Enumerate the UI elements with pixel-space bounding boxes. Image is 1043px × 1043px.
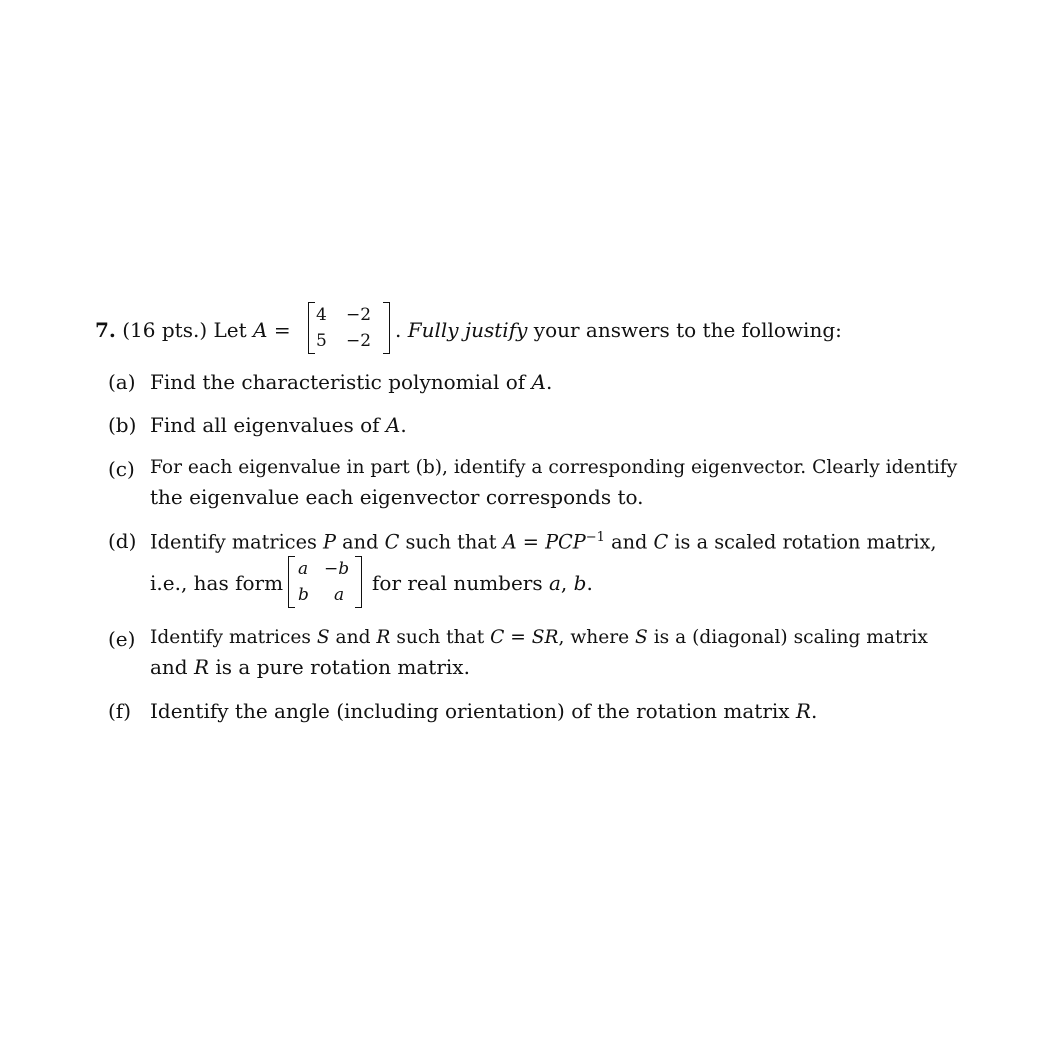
matrix-form-r2c1: b [298, 585, 309, 605]
part-b-text: Find all eigenvalues of [150, 413, 380, 437]
let-word: Let [213, 318, 247, 342]
part-d-var-b: b [573, 571, 587, 595]
part-f-end: . [810, 699, 818, 723]
part-d-label: (d) [108, 529, 137, 553]
matrix-a-r1c1: 4 [316, 305, 327, 325]
matrix-form-right-bracket [355, 556, 362, 608]
part-a-text: Find the characteristic polynomial of [150, 370, 526, 394]
part-f-label: (f) [108, 699, 132, 723]
problem-points: (16 pts.) [122, 318, 208, 342]
intro-rest-text: your answers to the following: [533, 318, 842, 342]
problem-header [95, 320, 291, 340]
part-a-var: A [531, 370, 546, 394]
part-d-eq: = [522, 530, 539, 554]
part-e-label: (e) [108, 627, 136, 651]
part-c-label: (c) [108, 457, 135, 481]
matrix-rotation-form [288, 556, 362, 608]
part-d-var-a: A [502, 530, 517, 554]
part-c-line2: the eigenvalue each eigenvector corresponds to. [150, 485, 644, 509]
matrix-a-r1c2: −2 [346, 305, 372, 325]
matrix-a-symbol: A [253, 318, 268, 342]
part-c-line1: For each eigenvalue in part (b), identify a corresponding eigenvector. Clearly identify [150, 457, 958, 478]
problem-intro [395, 320, 842, 340]
part-b-end: . [400, 413, 407, 437]
part-e-t5: is a (diagonal) scaling matrix [653, 627, 928, 648]
part-a-end: . [545, 370, 553, 394]
part-f-var: R [795, 699, 811, 723]
part-e-line2 [150, 657, 470, 677]
intro-period: . [395, 318, 402, 342]
part-e-eq: = [510, 627, 526, 648]
part-d-t2: and [342, 530, 379, 554]
part-e-var-r: R [376, 627, 391, 648]
matrix-a-r2c2: −2 [346, 331, 372, 351]
matrix-a-right-bracket [383, 302, 390, 354]
part-d-line2-mid: for real numbers [372, 571, 543, 595]
part-e-t3: such that [396, 627, 485, 648]
part-a [150, 372, 552, 392]
problem-number: 7. [95, 318, 116, 342]
part-e-var-s: S [316, 627, 330, 648]
matrix-form-left-bracket [288, 556, 295, 608]
part-b [150, 415, 407, 435]
part-d-line2-end [372, 573, 593, 593]
part-e-var-s2: S [635, 627, 648, 648]
part-d-t1: Identify matrices [150, 530, 317, 554]
part-f [150, 701, 817, 721]
part-d-line1 [150, 531, 937, 552]
matrix-a-r2c1: 5 [316, 331, 327, 351]
part-e-line2-t2: is a pure rotation matrix. [215, 655, 470, 679]
part-d-var-p: P [323, 530, 337, 554]
part-d-var-c2: C [653, 530, 669, 554]
part-a-label: (a) [108, 370, 136, 394]
part-d-var-pcp: PCP [545, 530, 586, 554]
matrix-form-r1c2: −b [324, 559, 350, 579]
part-d-sup: −1 [585, 530, 605, 545]
fully-justify-text: Fully justify [407, 318, 528, 342]
part-e-line2-var-r: R [193, 655, 210, 679]
part-e-t1: Identify matrices [150, 627, 311, 648]
part-b-label: (b) [108, 413, 137, 437]
equals-sign: = [273, 318, 291, 342]
part-d-line2-start: i.e., has form [150, 571, 284, 595]
part-e-line1 [150, 629, 928, 648]
part-d-var-a-small: a [548, 571, 561, 595]
part-e-var-c: C [490, 627, 505, 648]
part-b-var: A [385, 413, 401, 437]
part-e-var-sr: SR [531, 627, 559, 648]
part-e-t2: and [335, 627, 371, 648]
part-d-end: . [586, 571, 593, 595]
part-f-text: Identify the angle (including orientation) of the rotation matrix [150, 699, 790, 723]
part-d-comma: , [560, 571, 568, 595]
part-d-t4: and [611, 530, 648, 554]
matrix-a-left-bracket [308, 302, 315, 354]
matrix-form-r2c2: a [334, 585, 345, 605]
part-d-var-c: C [384, 530, 400, 554]
part-d-t5: is a scaled rotation matrix, [674, 530, 937, 554]
part-e-line2-t1: and [150, 655, 188, 679]
matrix-form-r1c1: a [298, 559, 309, 579]
part-d-t3: such that [405, 530, 497, 554]
part-e-t4: , where [558, 627, 630, 648]
matrix-a [308, 302, 390, 354]
